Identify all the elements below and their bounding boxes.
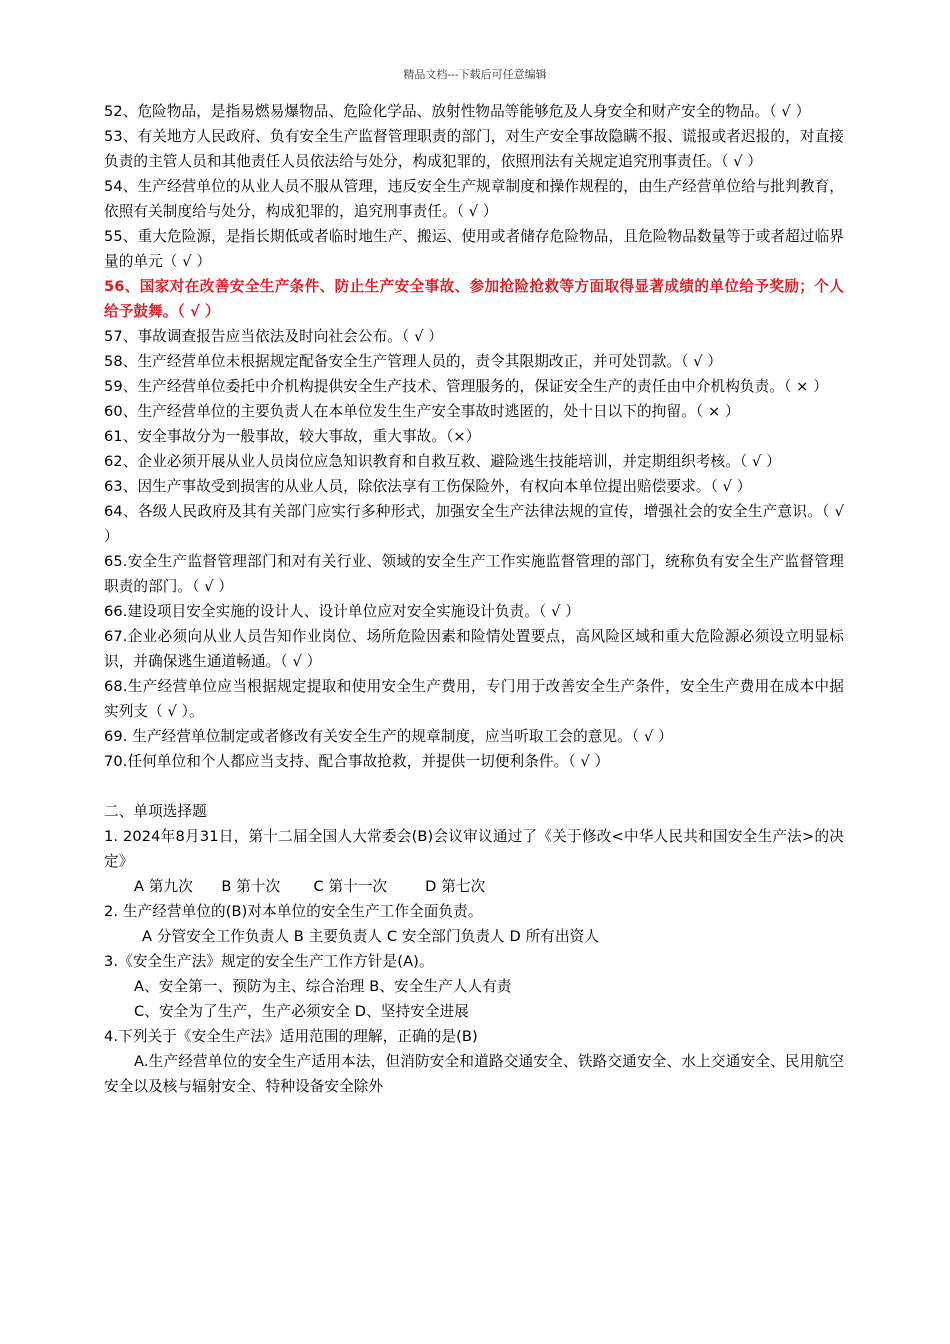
question-1-stem: 1. 2024年8月31日，第十二届全国人大常委会(B)会议审议通过了《关于修改<中华人民共和国安全生产法>的决定》 <box>104 828 844 870</box>
judgment-item-56-highlighted: 56、国家对在改善安全生产条件、防止生产安全事故、参加抢险抢救等方面取得显著成绩的单位给予奖励；个人给予鼓舞。（ √ ） <box>104 278 844 320</box>
judgment-item-67: 67.企业必须向从业人员告知作业岗位、场所危险因素和险情处置要点，高风险区域和重大危险源必须设立明显标识，并确保逃生通道畅通。（ √ ） <box>104 628 844 670</box>
judgment-item-61: 61、安全事故分为一般事故，较大事故，重大事故。（×） <box>104 428 481 445</box>
judgment-item-69: 69. 生产经营单位制定或者修改有关安全生产的规章制度，应当听取工会的意见。（ √ ） <box>104 728 673 745</box>
document-body <box>104 99 844 1099</box>
judgment-item-66: 66.建设项目安全实施的设计人、设计单位应对安全实施设计负责。（ √ ） <box>104 603 580 620</box>
question-3-options-line-1: A、安全第一、预防为主、综合治理 B、安全生产人人有责 <box>134 978 512 995</box>
question-2-options: A 分管安全工作负责人 B 主要负责人 C 安全部门负责人 D 所有出资人 <box>142 928 600 945</box>
judgment-item-65: 65.安全生产监督管理部门和对有关行业、领域的安全生产工作实施监督管理的部门，统称负有安全生产监督管理职责的部门。（ √ ） <box>104 553 844 595</box>
judgment-item-63: 63、因生产事故受到损害的从业人员，除依法享有工伤保险外，有权向本单位提出赔偿要求。（ √ ） <box>104 478 752 495</box>
question-4-stem: 4.下列关于《安全生产法》适用范围的理解，正确的是(B) <box>104 1028 478 1045</box>
judgment-item-68: 68.生产经营单位应当根据规定提取和使用安全生产费用，专门用于改善安全生产条件，安全生产费用在成本中据实列支（ √ ）。 <box>104 678 844 720</box>
page-header: 精品文档---下载后可任意编辑 <box>403 68 547 81</box>
judgment-item-62: 62、企业必须开展从业人员岗位应急知识教育和自救互救、避险逃生技能培训，并定期组织考核。（ √ ） <box>104 453 781 470</box>
question-3-stem: 3.《安全生产法》规定的安全生产工作方针是(A)。 <box>104 953 434 970</box>
judgment-item-60: 60、生产经营单位的主要负责人在本单位发生生产安全事故时逃匿的，处十日以下的拘留。（ × ） <box>104 403 740 420</box>
judgment-item-70: 70.任何单位和个人都应当支持、配合事故抢救，并提供一切便利条件。（ √ ） <box>104 753 610 770</box>
question-3-options-line-2: C、安全为了生产，生产必须安全 D、坚持安全进展 <box>134 1003 469 1020</box>
judgment-item-53: 53、有关地方人民政府、负有安全生产监督管理职责的部门，对生产安全事故隐瞒不报、谎报或者迟报的，对直接负责的主管人员和其他责任人员依法给与处分，构成犯罪的，依照刑法有关规定追究刑事责任。（ √ ） <box>104 128 844 170</box>
question-4-option-a: A.生产经营单位的安全生产适用本法，但消防安全和道路交通安全、铁路交通安全、水上交通安全、民用航空安全以及核与辐射安全、特种设备安全除外 <box>104 1053 844 1095</box>
judgment-item-59: 59、生产经营单位委托中介机构提供安全生产技术、管理服务的，保证安全生产的责任由中介机构负责。（ × ） <box>104 378 828 395</box>
judgment-item-55: 55、重大危险源，是指长期低或者临时地生产、搬运、使用或者储存危险物品，且危险物品数量等于或者超过临界量的单元（ √ ） <box>104 228 844 270</box>
judgment-item-52: 52、危险物品，是指易燃易爆物品、危险化学品、放射性物品等能够危及人身安全和财产安全的物品。（ √ ） <box>104 103 811 120</box>
question-1-options: A 第九次 B 第十次 C 第十一次 D 第七次 <box>134 878 486 895</box>
judgment-item-57: 57、事故调查报告应当依法及时向社会公布。（ √ ） <box>104 328 443 345</box>
judgment-item-54: 54、生产经营单位的从业人员不服从管理，违反安全生产规章制度和操作规程的，由生产经营单位给与批判教育，依照有关制度给与处分，构成犯罪的，追究刑事责任。（ √ ） <box>104 178 844 220</box>
judgment-item-64: 64、各级人民政府及其有关部门应实行多种形式，加强安全生产法律法规的宣传，增强社会的安全生产意识。（ √ ） <box>104 503 844 545</box>
question-2-stem: 2. 生产经营单位的(B)对本单位的安全生产工作全面负责。 <box>104 903 483 920</box>
judgment-item-58: 58、生产经营单位未根据规定配备安全生产管理人员的，责令其限期改正，并可处罚款。（ √ ） <box>104 353 723 370</box>
section-title-single-choice: 二、单项选择题 <box>104 803 207 820</box>
